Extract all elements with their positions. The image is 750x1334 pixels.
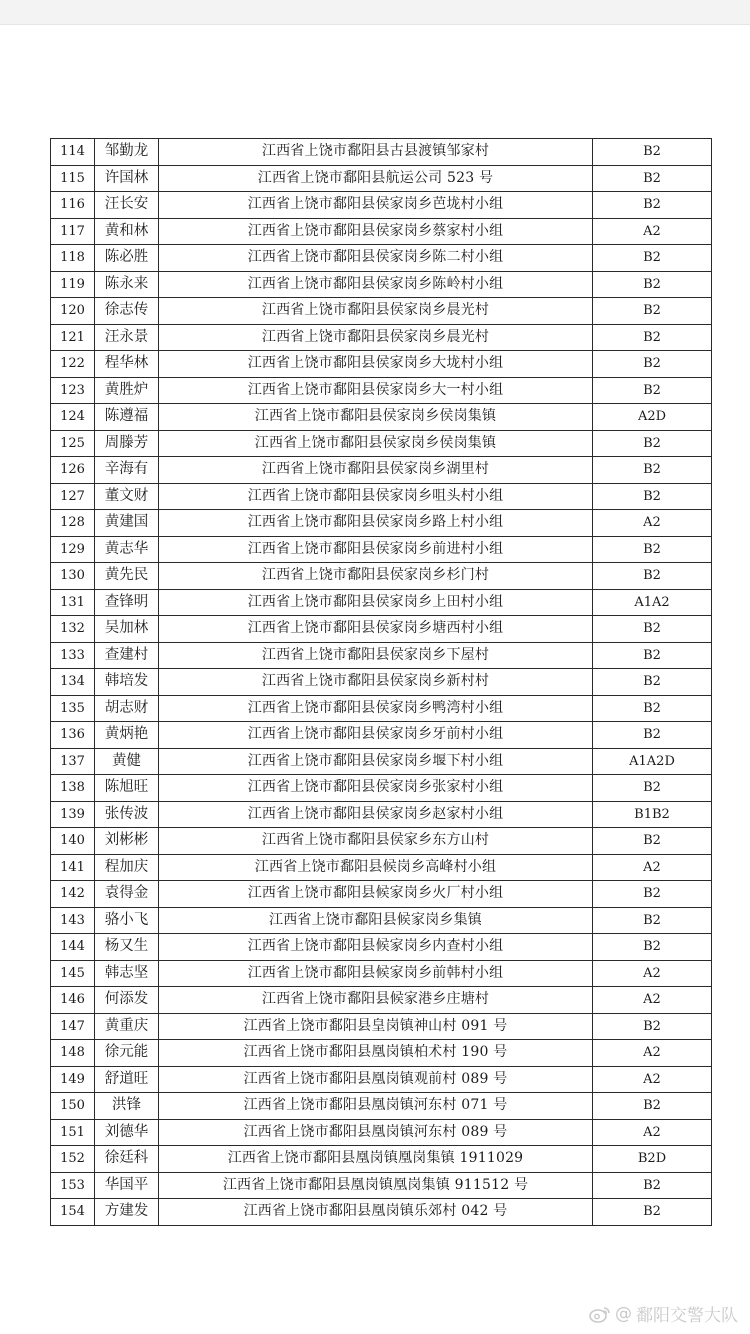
row-number: 130 <box>51 563 95 590</box>
license-class: A2 <box>593 960 712 987</box>
row-number: 138 <box>51 775 95 802</box>
row-number: 132 <box>51 616 95 643</box>
row-number: 115 <box>51 165 95 192</box>
driver-address: 江西省上饶市鄱阳县凰岗镇河东村 089 号 <box>159 1119 593 1146</box>
row-number: 124 <box>51 404 95 431</box>
license-class: B2 <box>593 165 712 192</box>
driver-address: 江西省上饶市鄱阳县候家岗乡内查村小组 <box>159 934 593 961</box>
row-number: 145 <box>51 960 95 987</box>
table-row <box>51 1013 712 1040</box>
driver-name: 吴加林 <box>95 616 159 643</box>
driver-address: 江西省上饶市鄱阳县侯家乡东方山村 <box>159 828 593 855</box>
driver-address: 江西省上饶市鄱阳县侯家岗乡大垅村小组 <box>159 351 593 378</box>
table-row <box>51 828 712 855</box>
row-number: 121 <box>51 324 95 351</box>
license-class: B2 <box>593 324 712 351</box>
license-class: B2 <box>593 642 712 669</box>
table-row <box>51 987 712 1014</box>
driver-address: 江西省上饶市鄱阳县候岗乡高峰村小组 <box>159 854 593 881</box>
row-number: 114 <box>51 139 95 166</box>
driver-name: 杨又生 <box>95 934 159 961</box>
driver-address: 江西省上饶市鄱阳县侯家岗乡晨光村 <box>159 298 593 325</box>
driver-name: 韩培发 <box>95 669 159 696</box>
row-number: 141 <box>51 854 95 881</box>
license-class: B2 <box>593 536 712 563</box>
license-class: A1A2 <box>593 589 712 616</box>
table-row <box>51 536 712 563</box>
table-row <box>51 1093 712 1120</box>
driver-address: 江西省上饶市鄱阳县凰岗镇乐郊村 042 号 <box>159 1199 593 1226</box>
table-row <box>51 1066 712 1093</box>
driver-name: 黄先民 <box>95 563 159 590</box>
table-row <box>51 669 712 696</box>
table-row <box>51 881 712 908</box>
driver-address: 江西省上饶市鄱阳县侯家岗乡大一村小组 <box>159 377 593 404</box>
driver-address: 江西省上饶市鄱阳县候家岗乡集镇 <box>159 907 593 934</box>
license-class: B2 <box>593 192 712 219</box>
row-number: 134 <box>51 669 95 696</box>
driver-address: 江西省上饶市鄱阳县侯家岗乡张家村小组 <box>159 775 593 802</box>
license-class: B2 <box>593 1172 712 1199</box>
table-row <box>51 218 712 245</box>
row-number: 150 <box>51 1093 95 1120</box>
license-class: B2 <box>593 616 712 643</box>
table-row <box>51 589 712 616</box>
table-row <box>51 1199 712 1226</box>
driver-address: 江西省上饶市鄱阳县侯家岗乡下屋村 <box>159 642 593 669</box>
license-class: B2 <box>593 563 712 590</box>
table-row <box>51 722 712 749</box>
license-class: B2 <box>593 775 712 802</box>
row-number: 142 <box>51 881 95 908</box>
row-number: 135 <box>51 695 95 722</box>
driver-name: 陈旭旺 <box>95 775 159 802</box>
license-class: A2 <box>593 854 712 881</box>
license-class: B2 <box>593 271 712 298</box>
license-class: B2 <box>593 695 712 722</box>
table-row <box>51 457 712 484</box>
license-class: A2 <box>593 1040 712 1067</box>
driver-name: 陈必胜 <box>95 245 159 272</box>
table-row <box>51 1172 712 1199</box>
driver-name: 华国平 <box>95 1172 159 1199</box>
row-number: 133 <box>51 642 95 669</box>
driver-name: 陈遵福 <box>95 404 159 431</box>
row-number: 118 <box>51 245 95 272</box>
driver-name: 黄和林 <box>95 218 159 245</box>
row-number: 143 <box>51 907 95 934</box>
row-number: 149 <box>51 1066 95 1093</box>
driver-name: 刘彬彬 <box>95 828 159 855</box>
row-number: 127 <box>51 483 95 510</box>
driver-name: 韩志坚 <box>95 960 159 987</box>
driver-name: 辛海有 <box>95 457 159 484</box>
driver-name: 方建发 <box>95 1199 159 1226</box>
driver-address: 江西省上饶市鄱阳县侯家岗乡前进村小组 <box>159 536 593 563</box>
license-class: B2D <box>593 1146 712 1173</box>
table-row <box>51 854 712 881</box>
driver-name: 黄志华 <box>95 536 159 563</box>
driver-address: 江西省上饶市鄱阳县凰岗镇柏术村 190 号 <box>159 1040 593 1067</box>
license-class: B2 <box>593 1199 712 1226</box>
driver-address: 江西省上饶市鄱阳县凰岗镇河东村 071 号 <box>159 1093 593 1120</box>
driver-address: 江西省上饶市鄱阳县侯家岗乡路上村小组 <box>159 510 593 537</box>
table-row <box>51 748 712 775</box>
table-row <box>51 695 712 722</box>
driver-name: 张传波 <box>95 801 159 828</box>
driver-name: 袁得金 <box>95 881 159 908</box>
table-row <box>51 192 712 219</box>
driver-address: 江西省上饶市鄱阳县侯家岗乡鸭湾村小组 <box>159 695 593 722</box>
driver-address: 江西省上饶市鄱阳县凰岗镇凰岗集镇 1911029 <box>159 1146 593 1173</box>
license-class: B2 <box>593 245 712 272</box>
license-class: B2 <box>593 934 712 961</box>
driver-address: 江西省上饶市鄱阳县侯家岗乡侯岗集镇 <box>159 404 593 431</box>
table-row <box>51 775 712 802</box>
table-row <box>51 324 712 351</box>
row-number: 126 <box>51 457 95 484</box>
license-class: A1A2D <box>593 748 712 775</box>
driver-address: 江西省上饶市鄱阳县侯家岗乡上田村小组 <box>159 589 593 616</box>
table-body <box>51 139 712 1226</box>
license-class: B2 <box>593 1093 712 1120</box>
driver-address: 江西省上饶市鄱阳县侯家岗乡塘西村小组 <box>159 616 593 643</box>
driver-address: 江西省上饶市鄱阳县古县渡镇邹家村 <box>159 139 593 166</box>
driver-name: 程华林 <box>95 351 159 378</box>
driver-name: 徐廷科 <box>95 1146 159 1173</box>
watermark-text: 鄱阳交警大队 <box>636 1306 738 1326</box>
driver-address: 江西省上饶市鄱阳县侯家岗乡侯岗集镇 <box>159 430 593 457</box>
table-row <box>51 934 712 961</box>
row-number: 148 <box>51 1040 95 1067</box>
license-class: B2 <box>593 298 712 325</box>
license-class: B2 <box>593 881 712 908</box>
table-row <box>51 616 712 643</box>
driver-address: 江西省上饶市鄱阳县航运公司 523 号 <box>159 165 593 192</box>
row-number: 117 <box>51 218 95 245</box>
license-class: B2 <box>593 430 712 457</box>
row-number: 120 <box>51 298 95 325</box>
driver-name: 胡志财 <box>95 695 159 722</box>
driver-address: 江西省上饶市鄱阳县候家岗乡火厂村小组 <box>159 881 593 908</box>
driver-name: 徐志传 <box>95 298 159 325</box>
driver-address: 江西省上饶市鄱阳县侯家岗乡牙前村小组 <box>159 722 593 749</box>
row-number: 144 <box>51 934 95 961</box>
driver-name: 黄健 <box>95 748 159 775</box>
row-number: 116 <box>51 192 95 219</box>
driver-name: 查锋明 <box>95 589 159 616</box>
license-class: B1B2 <box>593 801 712 828</box>
table-row <box>51 907 712 934</box>
driver-address: 江西省上饶市鄱阳县候家岗乡前韩村小组 <box>159 960 593 987</box>
driver-name: 刘德华 <box>95 1119 159 1146</box>
row-number: 122 <box>51 351 95 378</box>
driver-name: 许国林 <box>95 165 159 192</box>
driver-address: 江西省上饶市鄱阳县侯家岗乡陈岭村小组 <box>159 271 593 298</box>
driver-name: 董文财 <box>95 483 159 510</box>
weibo-icon <box>589 1305 611 1323</box>
license-class: A2D <box>593 404 712 431</box>
license-class: B2 <box>593 669 712 696</box>
row-number: 125 <box>51 430 95 457</box>
driver-address: 江西省上饶市鄱阳县侯家岗乡湖里村 <box>159 457 593 484</box>
driver-name: 周滕芳 <box>95 430 159 457</box>
license-class: A2 <box>593 218 712 245</box>
table-row <box>51 960 712 987</box>
driver-address: 江西省上饶市鄱阳县皇岗镇神山村 091 号 <box>159 1013 593 1040</box>
license-class: B2 <box>593 828 712 855</box>
driver-name: 黄胜炉 <box>95 377 159 404</box>
table-row <box>51 1119 712 1146</box>
row-number: 146 <box>51 987 95 1014</box>
row-number: 129 <box>51 536 95 563</box>
driver-name: 陈永来 <box>95 271 159 298</box>
row-number: 153 <box>51 1172 95 1199</box>
driver-name: 汪永景 <box>95 324 159 351</box>
driver-name: 黄炳艳 <box>95 722 159 749</box>
driver-name: 舒道旺 <box>95 1066 159 1093</box>
driver-address: 江西省上饶市鄱阳县侯家岗乡芭垅村小组 <box>159 192 593 219</box>
table-row <box>51 483 712 510</box>
license-class: B2 <box>593 907 712 934</box>
license-class: B2 <box>593 377 712 404</box>
table-row <box>51 642 712 669</box>
license-class: B2 <box>593 483 712 510</box>
driver-name: 黄重庆 <box>95 1013 159 1040</box>
driver-name: 查建村 <box>95 642 159 669</box>
driver-list-table <box>50 138 712 1226</box>
license-class: B2 <box>593 139 712 166</box>
row-number: 123 <box>51 377 95 404</box>
driver-name: 程加庆 <box>95 854 159 881</box>
row-number: 140 <box>51 828 95 855</box>
table-row <box>51 510 712 537</box>
row-number: 136 <box>51 722 95 749</box>
table-row <box>51 165 712 192</box>
license-class: A2 <box>593 1066 712 1093</box>
driver-name: 徐元能 <box>95 1040 159 1067</box>
row-number: 139 <box>51 801 95 828</box>
driver-name: 汪长安 <box>95 192 159 219</box>
driver-address: 江西省上饶市鄱阳县侯家岗乡杉门村 <box>159 563 593 590</box>
driver-name: 何添发 <box>95 987 159 1014</box>
license-class: A2 <box>593 987 712 1014</box>
table-row <box>51 404 712 431</box>
row-number: 137 <box>51 748 95 775</box>
table-row <box>51 563 712 590</box>
table-row <box>51 1040 712 1067</box>
row-number: 147 <box>51 1013 95 1040</box>
watermark <box>589 1301 738 1326</box>
table-row <box>51 430 712 457</box>
row-number: 131 <box>51 589 95 616</box>
row-number: 119 <box>51 271 95 298</box>
driver-address: 江西省上饶市鄱阳县侯家岗乡晨光村 <box>159 324 593 351</box>
watermark-prefix: @ <box>615 1303 632 1324</box>
driver-address: 江西省上饶市鄱阳县侯家岗乡赵家村小组 <box>159 801 593 828</box>
table-row <box>51 801 712 828</box>
driver-name: 邹勤龙 <box>95 139 159 166</box>
row-number: 128 <box>51 510 95 537</box>
driver-address: 江西省上饶市鄱阳县侯家岗乡咀头村小组 <box>159 483 593 510</box>
row-number: 152 <box>51 1146 95 1173</box>
driver-name: 骆小飞 <box>95 907 159 934</box>
license-class: B2 <box>593 351 712 378</box>
table-row <box>51 1146 712 1173</box>
license-class: A2 <box>593 510 712 537</box>
table-row <box>51 298 712 325</box>
driver-address: 江西省上饶市鄱阳县候家港乡庄塘村 <box>159 987 593 1014</box>
table-row <box>51 351 712 378</box>
license-class: B2 <box>593 457 712 484</box>
driver-address: 江西省上饶市鄱阳县凰岗镇凰岗集镇 911512 号 <box>159 1172 593 1199</box>
table-row <box>51 377 712 404</box>
driver-name: 黄建国 <box>95 510 159 537</box>
top-bar <box>0 0 750 25</box>
license-class: B2 <box>593 1013 712 1040</box>
driver-address: 江西省上饶市鄱阳县侯家岗乡新村村 <box>159 669 593 696</box>
driver-address: 江西省上饶市鄱阳县凰岗镇观前村 089 号 <box>159 1066 593 1093</box>
table-row <box>51 271 712 298</box>
driver-address: 江西省上饶市鄱阳县侯家岗乡堰下村小组 <box>159 748 593 775</box>
row-number: 154 <box>51 1199 95 1226</box>
driver-address: 江西省上饶市鄱阳县侯家岗乡蔡家村小组 <box>159 218 593 245</box>
table-row <box>51 139 712 166</box>
license-class: B2 <box>593 722 712 749</box>
driver-address: 江西省上饶市鄱阳县侯家岗乡陈二村小组 <box>159 245 593 272</box>
license-class: A2 <box>593 1119 712 1146</box>
row-number: 151 <box>51 1119 95 1146</box>
driver-name: 洪锋 <box>95 1093 159 1120</box>
table-row <box>51 245 712 272</box>
